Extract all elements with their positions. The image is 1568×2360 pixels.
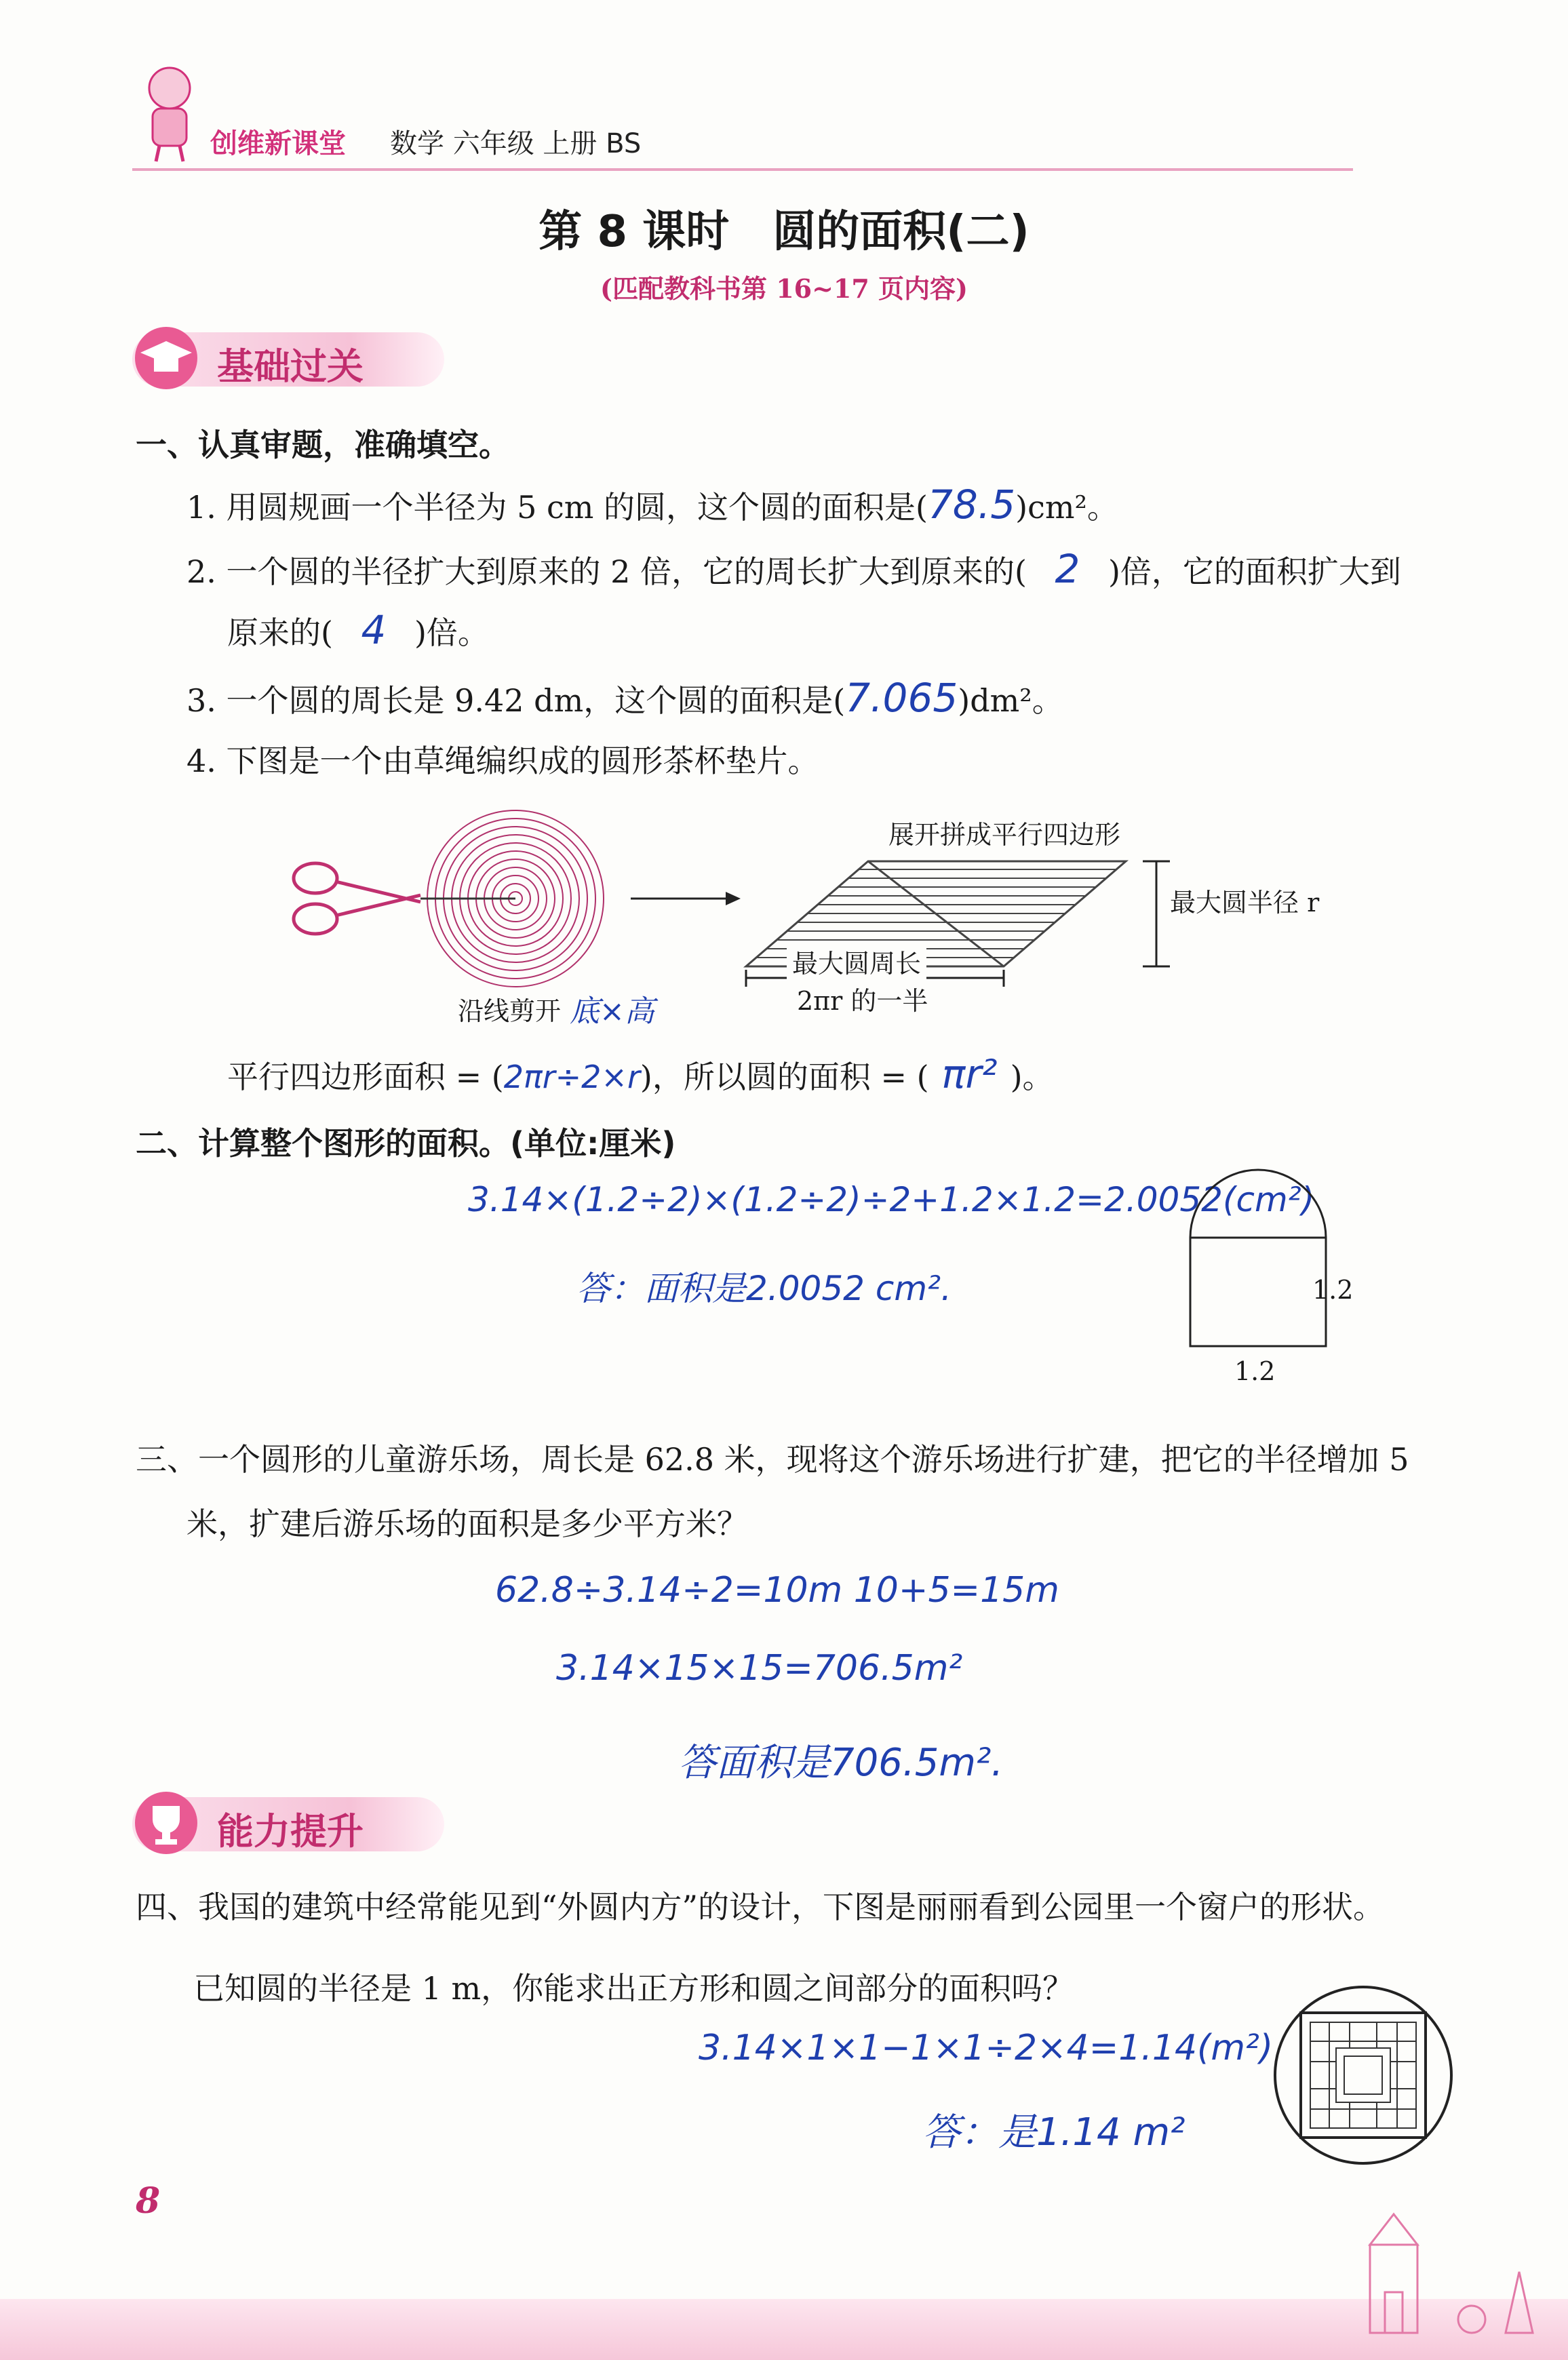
section3-work-line1: 62.8÷3.14÷2=10m 10+5=15m: [495, 1570, 1059, 1611]
section-banner-label: 基础过关: [217, 345, 364, 388]
page-title: 第 8 课时 圆的面积(二): [538, 207, 1030, 257]
section4-answer: 答：是1.14 m²: [922, 2110, 1185, 2155]
question-4: 4. 下图是一个由草绳编织成的圆形茶杯垫片。: [187, 743, 819, 779]
section4-work-line1: 3.14×1×1−1×1÷2×4=1.14(m²): [699, 2028, 1274, 2068]
semicircle-square-figure: [1183, 1166, 1333, 1356]
answer-4a: 2πr÷2×r: [503, 1059, 640, 1095]
answer-4b: πr²: [941, 1051, 998, 1097]
graduation-cap-icon: [132, 324, 200, 392]
label-circumference: 最大圆周长: [787, 943, 926, 980]
section1-heading: 一、认真审题，准确填空。: [136, 427, 510, 463]
page-number: 8: [136, 2180, 161, 2222]
dimension-right: 1.2: [1312, 1275, 1354, 1305]
castle-decoration-icon: [1350, 2204, 1553, 2340]
label-radius: 最大圆半径 r: [1170, 888, 1320, 918]
subject-label: 数学 六年级 上册 BS: [390, 128, 642, 159]
section-banner-basic: [132, 332, 444, 387]
question-2-end: )倍。: [414, 614, 489, 651]
concentric-circles-icon: [420, 810, 604, 987]
section3-text-line2: 米，扩建后游乐场的面积是多少平方米？: [187, 1506, 748, 1542]
label-cut: 沿线剪开: [458, 996, 562, 1026]
question-2-mid: )倍，它的面积扩大到: [1108, 553, 1401, 590]
question-2-line2: [227, 607, 489, 654]
section-banner-label-2: 能力提升: [217, 1810, 364, 1853]
question-1-unit: )cm²。: [1015, 489, 1118, 526]
answer-3: 7.065: [845, 675, 958, 721]
page-header: [132, 27, 1353, 183]
question-2: [187, 546, 1401, 593]
question-3-unit: )dm²。: [958, 682, 1063, 719]
section3-answer: 答面积是706.5m².: [678, 1741, 1004, 1785]
dimension-bottom: 1.2: [1234, 1356, 1276, 1386]
radius-dimension: [1143, 861, 1170, 966]
question-1-text: 1. 用圆规画一个半径为 5 cm 的圆，这个圆的面积是(: [187, 489, 928, 526]
question-3: [187, 675, 1063, 722]
label-unfold: 展开拼成平行四边形: [888, 820, 1121, 850]
brand-name: 创维新课堂: [210, 128, 346, 159]
answer-2a: 2: [1055, 546, 1080, 592]
question-4-formula: [227, 1051, 1054, 1099]
section3-text-line1: 三、一个圆形的儿童游乐场，周长是 62.8 米，现将这个游乐场进行扩建，把它的半径增加 5: [136, 1441, 1409, 1478]
answer-1: 78.5: [927, 481, 1016, 528]
scissors-icon: [294, 863, 420, 934]
trophy-icon: [132, 1789, 200, 1857]
section4-text-line2: 已知圆的半径是 1 m，你能求出正方形和圆之间部分的面积吗？: [193, 1970, 1074, 2007]
arrow-right-icon: [631, 892, 741, 905]
label-half: 2πr 的一半: [797, 986, 928, 1016]
question-3-text: 3. 一个圆的周长是 9.42 dm，这个圆的面积是(: [187, 682, 846, 719]
handwritten-note: 底×高: [570, 994, 654, 1029]
footer-decoration: [0, 2299, 1568, 2360]
page-subtitle: (匹配教科书第 16~17 页内容): [600, 273, 968, 304]
answer-2b: 4: [361, 607, 387, 653]
mascot-logo-icon: [132, 61, 207, 163]
section2-work-line1: 3.14×(1.2÷2)×(1.2÷2)÷2+1.2×1.2=2.0052(cm²): [468, 1180, 1315, 1219]
formula-mid: )，所以圆的面积 = (: [640, 1059, 929, 1095]
section4-text-line1: 四、我国的建筑中经常能见到“外圆内方”的设计，下图是丽丽看到公园里一个窗户的形状。: [136, 1889, 1385, 1925]
formula-end: )。: [1010, 1059, 1054, 1095]
window-lattice-figure: [1268, 1980, 1458, 2170]
header-divider: [132, 168, 1353, 171]
question-1: [187, 481, 1118, 529]
formula-text: 平行四边形面积 = (: [227, 1059, 504, 1095]
section2-heading: 二、计算整个图形的面积。(单位:厘米): [136, 1125, 676, 1162]
section2-answer: 答：面积是2.0052 cm².: [576, 1269, 952, 1308]
question-2-text: 2. 一个圆的半径扩大到原来的 2 倍，它的周长扩大到原来的(: [187, 553, 1027, 590]
section-banner-advanced: [132, 1797, 444, 1851]
question-2-line2-text: 原来的(: [227, 614, 333, 651]
section3-work-line2: 3.14×15×15=706.5m²: [556, 1648, 963, 1689]
